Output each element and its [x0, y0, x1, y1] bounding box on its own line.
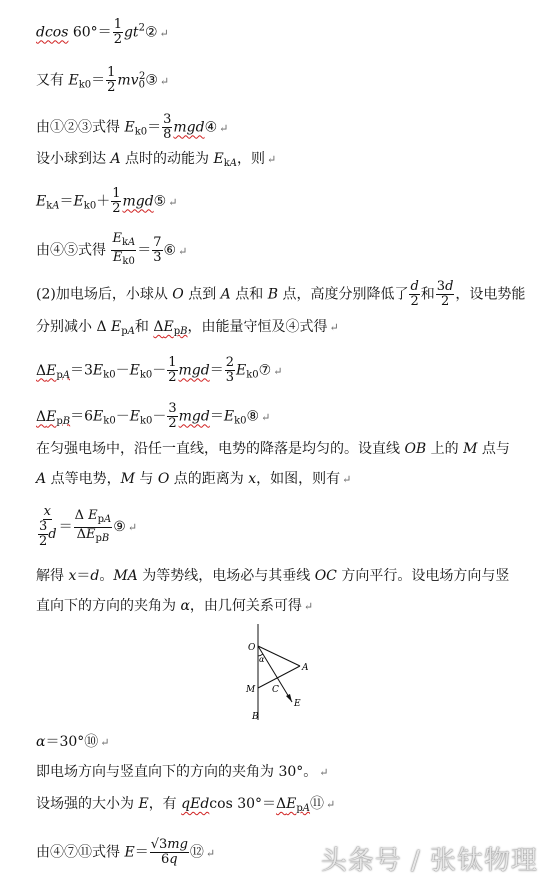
text-line-14: 解得 x＝d。MA 为等势线，电场必与其垂线 OC 方向平行。设电场方向与竖 [36, 568, 510, 584]
equation-line-3: 由①②③式得 $E_{k0}=$ $\frac{3}{8}$ mgd④ ↵ [36, 112, 229, 142]
text-line-7: (2)加电场后，小球从 O 点到 A 点和 B 点，高度分别降低了 $\frac{d}{2}$ 和 $\frac{3d}{2}$ ，设电势能 [36, 279, 526, 309]
equation-line-19: 由④⑦⑪式得 E＝ $\frac{√3mg}{6q}$ ⑫ ↵ [36, 837, 216, 867]
label-c: C [272, 685, 279, 695]
label-alpha: α [259, 655, 265, 664]
equation-line-1: dcos 60°＝ $\frac{1}{2}$ $gt^2②$ ↵ [36, 17, 169, 47]
equation-line-10: $\Delta E_{pB}=6E_{k0}-E_{k0}-$ $\frac{3}{2}$ $mgd=E_{k0}⑧$ ↵ [36, 401, 271, 431]
equation-line-9: $\Delta E_{pA}=3E_{k0}-E_{k0}-$ $\frac{1}{2}$ mgd＝ $\frac{2}{3}$ $E_{k0}⑦$ ↵ [36, 355, 283, 385]
equation-line-13: x $\frac{3}{2}$ d ＝ $\frac{\Delta E_{pA}}{\Delta E_{pB}}$ ⑨ ↵ [39, 504, 138, 549]
text-line-17: 即电场方向与竖直向下的方向的夹角为 30°。 ↵ [36, 764, 329, 780]
text-line-15: 直向下的方向的夹角为 α，由几何关系可得 ↵ [36, 598, 314, 614]
equation-line-18: 设场强的大小为 E，有 qEdcos $30^\circ=\Delta E_{pA}⑪$ ↵ [36, 796, 336, 814]
geometry-figure [240, 620, 330, 725]
watermark: 头条号 / 张钛物理 [320, 846, 538, 876]
arrow-e-icon [286, 694, 292, 702]
label-e: E [294, 699, 301, 709]
text-line-11: 在匀强电场中，沿任一直线，电势的降落是均匀的。设直线 OB 上的 M 点与 [36, 441, 510, 457]
text-line-12: A 点等电势，M 与 O 点的距离为 x，如图，则有 ↵ [36, 471, 352, 487]
equation-line-5: $E_{kA}=E_{k0}+$ $\frac{1}{2}$ mgd⑤ ↵ [36, 186, 178, 216]
text-line-8: 分别减小 Δ $E_{pA}$和 $\Delta E_{pB}$，由能量守恒及④式得 ↵ [36, 319, 339, 337]
equation-line-6: 由④⑤式得 $\frac{E_{kA}}{E_{k0}}$ ＝ $\frac{7}{3}$ ⑥ ↵ [36, 231, 188, 267]
label-b: B [252, 712, 259, 722]
line-ma [258, 666, 300, 688]
equation-line-2: 又有 $E_{k0}=$ $\frac{1}{2}$ $mv_0^2③$ ↵ [36, 65, 170, 95]
text-line-4: 设小球到达 A 点时的动能为 $E_{kA}$，则 ↵ [36, 151, 277, 169]
label-o: O [248, 643, 256, 653]
label-a: A [302, 663, 309, 673]
label-m: M [246, 685, 256, 695]
equation-line-16: α＝30°⑩ ↵ [36, 734, 110, 750]
